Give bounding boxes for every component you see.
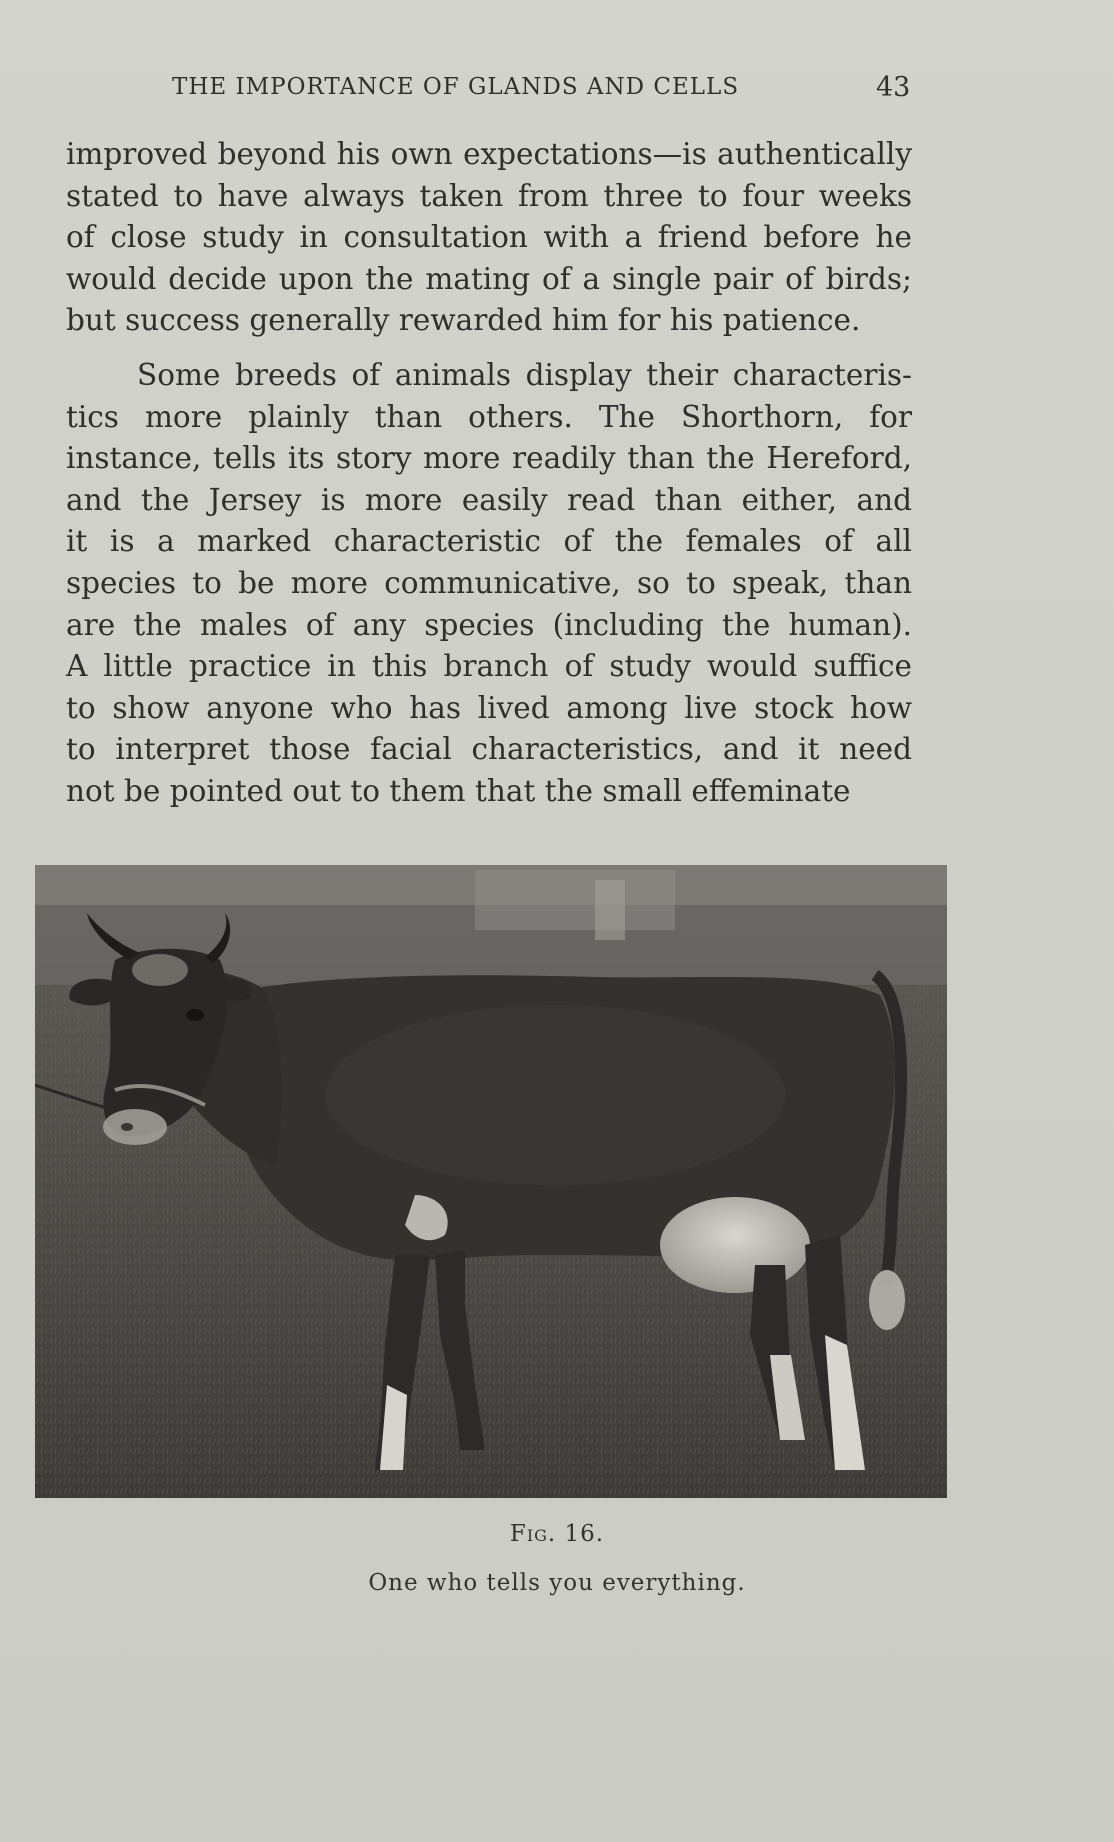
text-line: but success generally rewarded him for his patience. xyxy=(66,303,861,338)
text-line: instance, tells its story more readily than the Hereford, xyxy=(66,441,912,476)
paragraph-2 xyxy=(66,355,912,813)
text-line: of close study in consultation with a friend before he xyxy=(66,220,912,255)
page-number: 43 xyxy=(876,72,911,103)
text-line: Some breeds of animals display their characteris- xyxy=(137,358,912,392)
text-line: stated to have always taken from three to four weeks xyxy=(66,178,912,213)
paragraph-1 xyxy=(66,134,912,342)
udder xyxy=(660,1197,810,1293)
cow-photograph xyxy=(35,865,947,1498)
text-line: improved beyond his own expectations—is authentically xyxy=(66,137,912,171)
text-line: are the males of any species (including the human). xyxy=(66,607,912,642)
figure-number: Fig. 16. xyxy=(509,1521,605,1547)
running-head xyxy=(172,72,922,106)
text-line: species to be more communicative, so to speak, than xyxy=(66,565,912,600)
text-line: A little practice in this branch of study would suffice xyxy=(66,649,912,684)
running-head-title: THE IMPORTANCE OF GLANDS AND CELLS xyxy=(172,74,740,100)
text-line: would decide upon the mating of a single pair of birds; xyxy=(66,261,912,296)
figure-caption: One who tells you everything. xyxy=(368,1570,746,1596)
text-line: and the Jersey is more easily read than either, and xyxy=(66,482,912,517)
text-line: tics more plainly than others. The Shorthorn, for xyxy=(66,399,912,434)
text-line: to show anyone who has lived among live stock how xyxy=(66,690,912,725)
text-line: to interpret those facial characteristics, and it need xyxy=(66,732,912,767)
distant-building xyxy=(475,870,675,930)
text-line: not be pointed out to them that the small effeminate xyxy=(66,773,851,808)
text-line: it is a marked characteristic of the females of all xyxy=(66,524,912,559)
cow-photo-illustration xyxy=(35,865,947,1498)
